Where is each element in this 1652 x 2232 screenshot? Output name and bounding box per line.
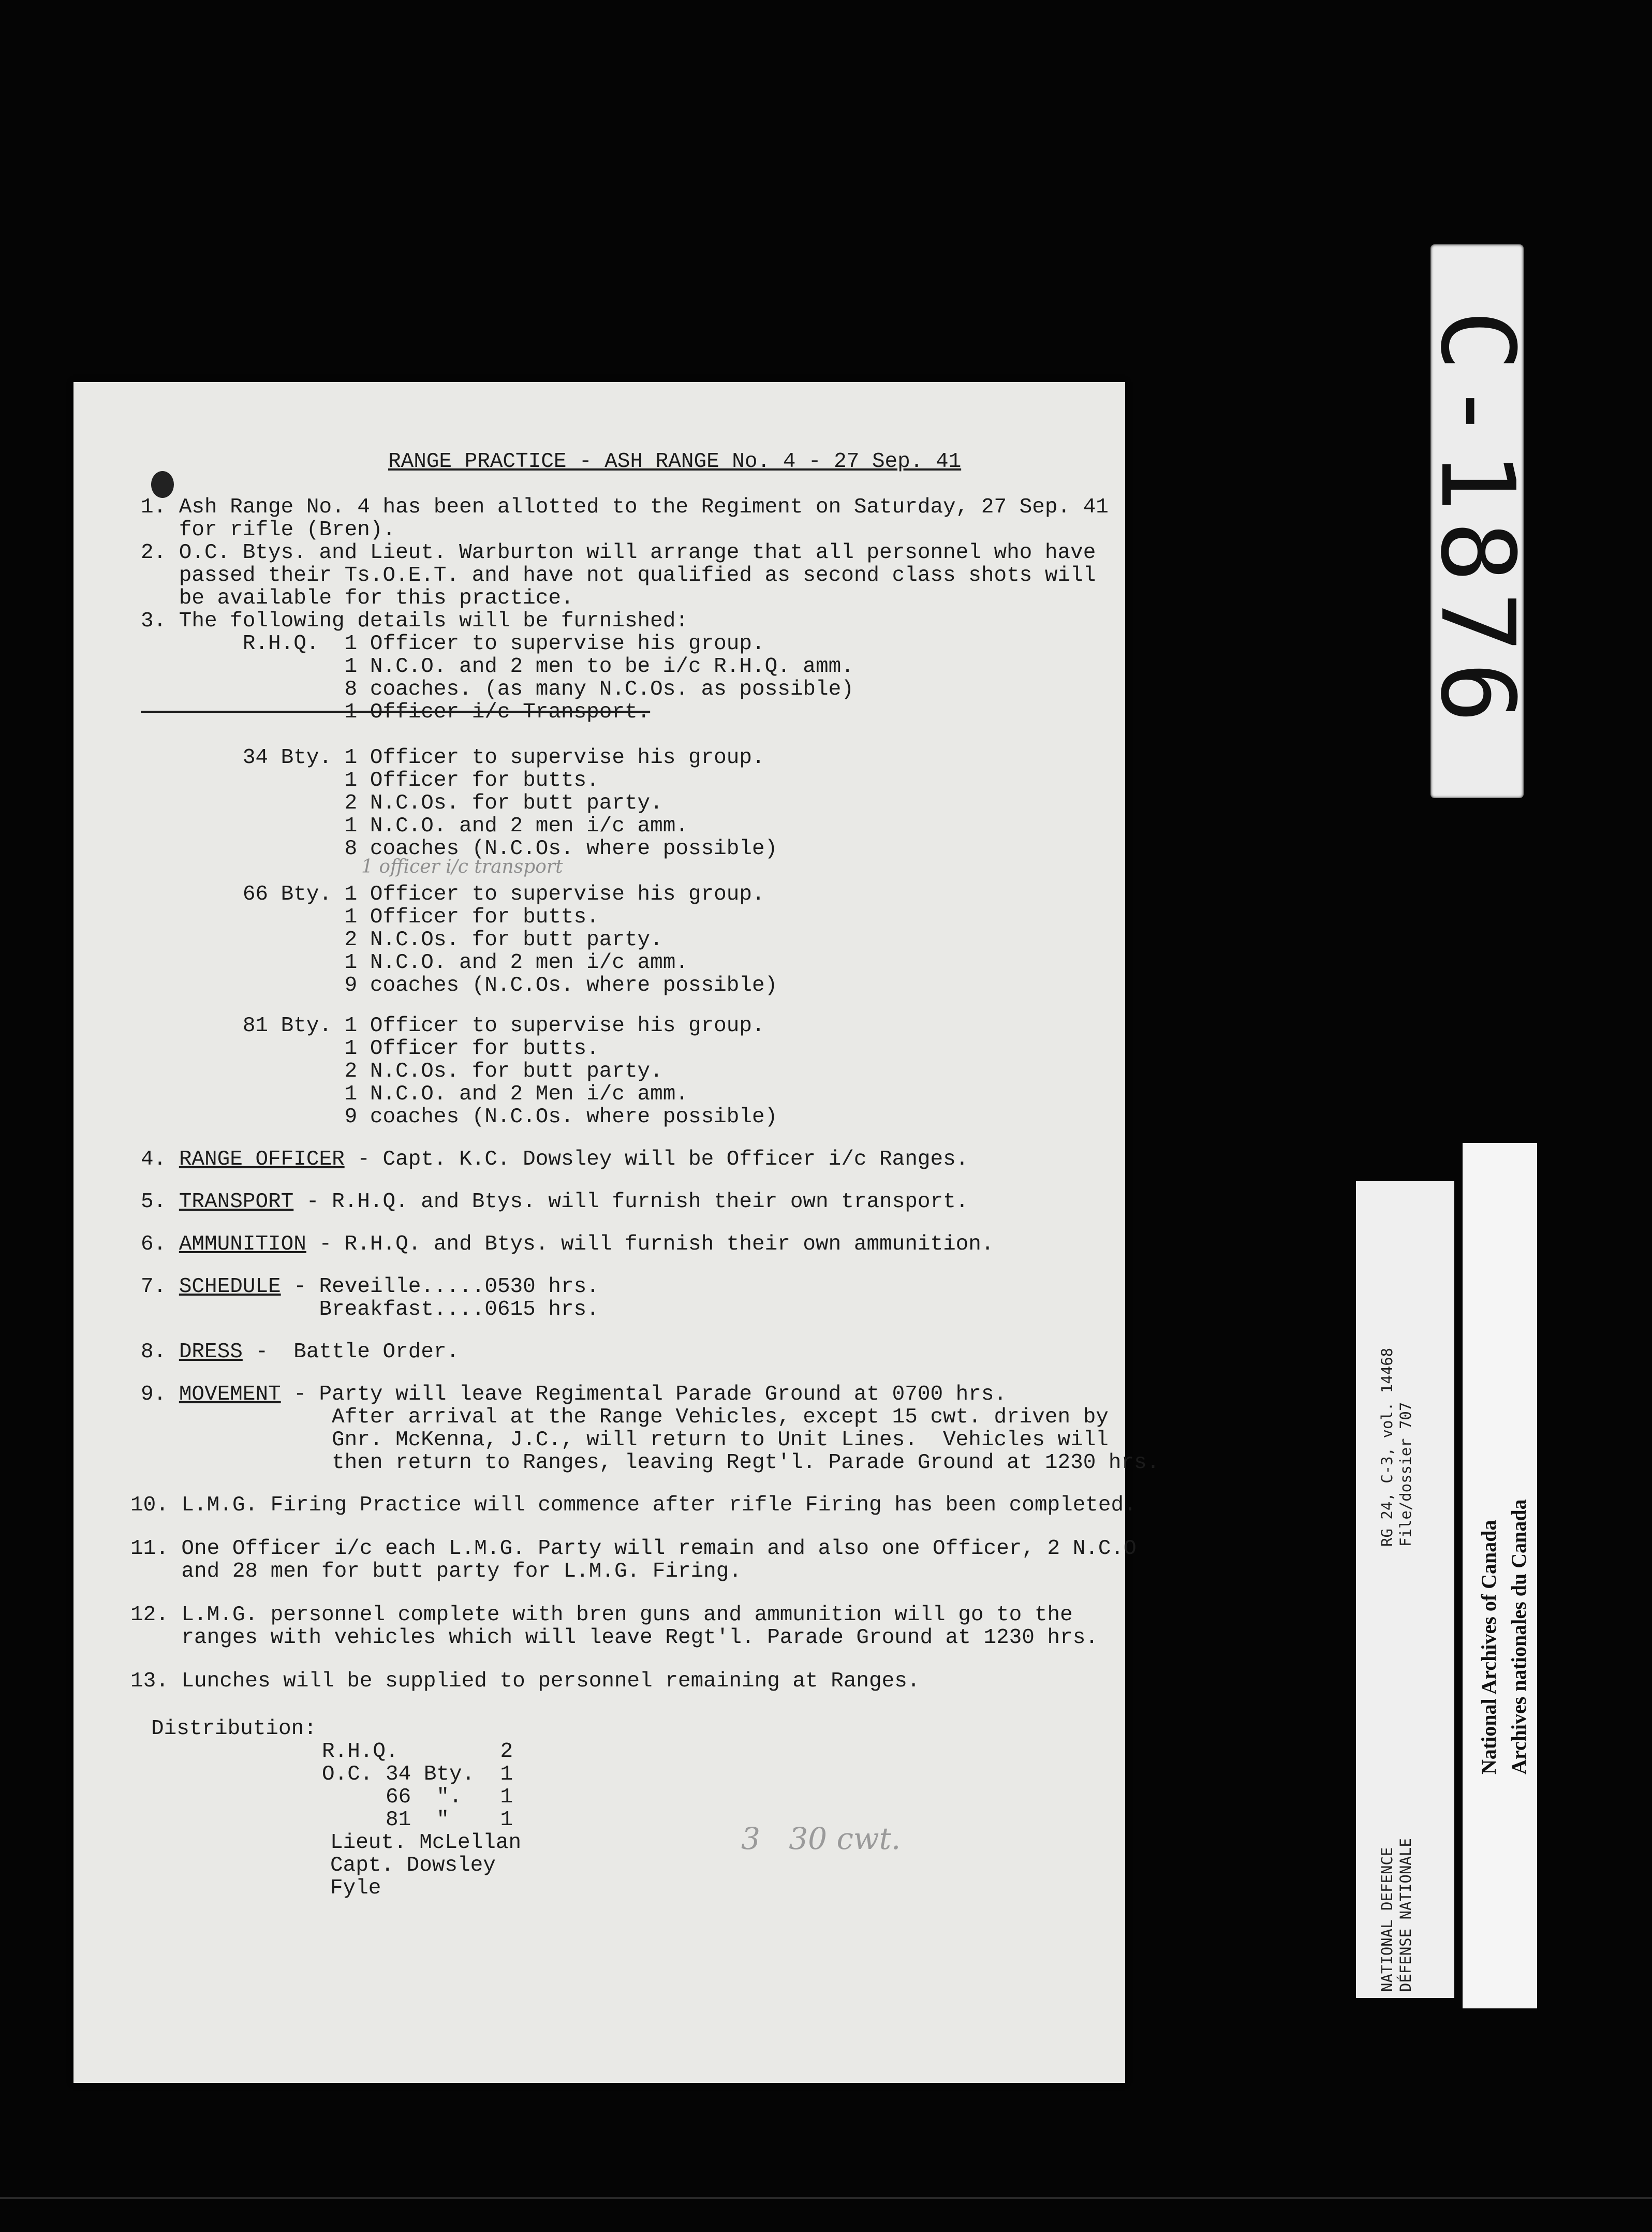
body-line: 1 N.C.O. and 2 men to be i/c R.H.Q. amm. <box>141 655 854 679</box>
distribution-entry: 66 ". 1 <box>322 1785 513 1809</box>
item-dress: 8. DRESS - Battle Order. <box>141 1340 460 1364</box>
item-movement: 9. MOVEMENT - Party will leave Regimental Parade Ground at 0700 hrs. <box>141 1383 1007 1406</box>
body-line: 2 N.C.Os. for butt party. <box>141 1060 663 1083</box>
handwritten-note: 1 officer i/c transport <box>361 856 563 877</box>
item-lunches: 13. Lunches will be supplied to personnel remaining at Ranges. <box>130 1669 920 1693</box>
body-line: 1 N.C.O. and 2 men i/c amm. <box>141 951 688 975</box>
distribution-entry: 81 " 1 <box>322 1808 513 1832</box>
item-ammunition: 6. AMMUNITION - R.H.Q. and Btys. will furnish their own ammunition. <box>141 1232 994 1256</box>
file-reference-text: RG 24, C-3, vol. 14468 File/dossier 707 <box>1378 1347 1414 1547</box>
body-line: 2. O.C. Btys. and Lieut. Warburton will arrange that all personnel who have <box>141 541 1096 565</box>
body-line: 2 N.C.Os. for butt party. <box>141 791 663 815</box>
item-schedule: 7. SCHEDULE - Reveille.....0530 hrs. <box>141 1275 599 1299</box>
document-title: RANGE PRACTICE - ASH RANGE No. 4 - 27 Sep. 41 <box>388 450 962 474</box>
punch-hole <box>151 471 174 498</box>
margin-note: 3 30 cwt. <box>741 1821 901 1856</box>
body-line: 1 N.C.O. and 2 Men i/c amm. <box>141 1082 688 1106</box>
item-movement-cont: Gnr. McKenna, J.C., will return to Unit Lines. Vehicles will <box>141 1428 1109 1452</box>
distribution-entry: O.C. 34 Bty. 1 <box>322 1763 513 1786</box>
distribution-entry: Fyle <box>330 1876 381 1900</box>
body-line: 1 Officer for butts. <box>141 769 599 792</box>
body-line: 3. The following details will be furnished: <box>141 609 688 633</box>
item-movement-cont: then return to Ranges, leaving Regt'l. Parade Ground at 1230 hrs. <box>141 1451 1160 1475</box>
national-archives-text: National Archives of Canada Archives nationales du Canada <box>1477 1499 1530 1774</box>
item-movement-cont: After arrival at the Range Vehicles, except 15 cwt. driven by <box>141 1405 1109 1429</box>
body-line: 9 coaches (N.C.Os. where possible) <box>141 974 778 997</box>
national-defence-text: NATIONAL DEFENCE DÉFENSE NATIONALE <box>1378 1838 1414 1992</box>
body-line: 34 Bty. 1 Officer to supervise his group. <box>141 746 765 770</box>
body-line: 81 Bty. 1 Officer to supervise his group. <box>141 1014 765 1038</box>
item-transport: 5. TRANSPORT - R.H.Q. and Btys. will furnish their own transport. <box>141 1190 969 1214</box>
distribution-label: Distribution: <box>151 1717 317 1741</box>
body-line: 1 Officer for butts. <box>141 905 599 929</box>
body-line: 1 N.C.O. and 2 men i/c amm. <box>141 814 688 838</box>
item-lmg-party-cont: and 28 men for butt party for L.M.G. Firing. <box>130 1560 742 1583</box>
body-line: for rifle (Bren). <box>141 518 396 542</box>
body-line: 8 coaches (N.C.Os. where possible) <box>141 837 778 861</box>
frame-number-text: C-1876 <box>1418 310 1537 733</box>
item-schedule-cont: Breakfast....0615 hrs. <box>141 1298 599 1321</box>
item-lmg-personnel-cont: ranges with vehicles which will leave Regt'l. Parade Ground at 1230 hrs. <box>130 1626 1098 1650</box>
item-lmg-firing: 10. L.M.G. Firing Practice will commence after rifle Firing has been completed. <box>130 1493 1137 1517</box>
body-line: be available for this practice. <box>141 586 574 610</box>
distribution-entry: Capt. Dowsley <box>330 1854 496 1877</box>
item-lmg-party: 11. One Officer i/c each L.M.G. Party will remain and also one Officer, 2 N.C.O <box>130 1537 1137 1561</box>
body-line: 66 Bty. 1 Officer to supervise his group. <box>141 883 765 906</box>
distribution-entry: Lieut. McLellan <box>330 1831 522 1855</box>
body-line: passed their Ts.O.E.T. and have not qualified as second class shots will <box>141 564 1096 588</box>
body-line: 8 coaches. (as many N.C.Os. as possible) <box>141 678 854 701</box>
item-lmg-personnel: 12. L.M.G. personnel complete with bren guns and ammunition will go to the <box>130 1603 1073 1627</box>
body-line-struck: 1 Officer i/c Transport. <box>141 700 651 724</box>
body-line: 1. Ash Range No. 4 has been allotted to the Regiment on Saturday, 27 Sep. 41 <box>141 495 1109 519</box>
body-line: 9 coaches (N.C.Os. where possible) <box>141 1105 778 1129</box>
distribution-entry: R.H.Q. 2 <box>322 1740 513 1764</box>
item-range-officer: 4. RANGE OFFICER - Capt. K.C. Dowsley will be Officer i/c Ranges. <box>141 1148 969 1171</box>
frame-number <box>1418 244 1537 798</box>
body-line: 1 Officer for butts. <box>141 1037 599 1061</box>
film-edge-line <box>0 2197 1652 2199</box>
body-line: 2 N.C.Os. for butt party. <box>141 928 663 952</box>
document-page <box>73 382 1160 2083</box>
body-line: R.H.Q. 1 Officer to supervise his group. <box>141 632 765 656</box>
